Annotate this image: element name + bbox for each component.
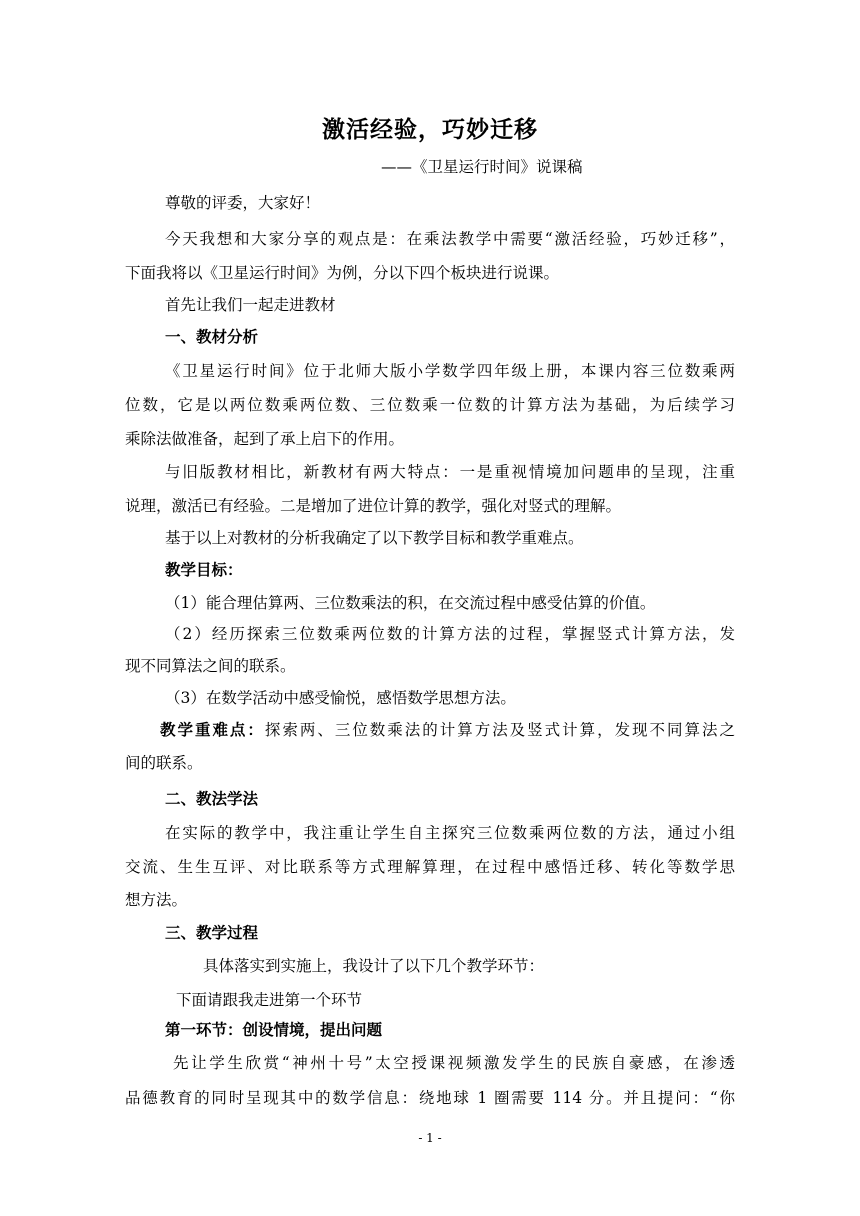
goal-2-line-1: （2）经历探索三位数乘两位数的计算方法的过程，掌握竖式计算方法，发 [165, 625, 735, 643]
section-3-heading: 三、教学过程 [165, 924, 259, 942]
section-2-p1-line-2: 交流、生生互评、对比联系等方式理解算理，在过程中感悟迁移、转化等数学思 [125, 858, 735, 876]
section-2-p1-line-1: 在实际的教学中，我注重让学生自主探究三位数乘两位数的方法，通过小组 [165, 824, 735, 842]
document-title: 激活经验，巧妙迁移 [322, 117, 538, 143]
section-1-p1-line-2: 位数，它是以两位数乘两位数、三位数乘一位数的计算方法为基础，为后续学习 [125, 396, 735, 414]
section-3-p2: 下面请跟我走进第一个环节 [176, 991, 363, 1009]
page-number: - 1 - [418, 1131, 442, 1145]
section-3-p1: 具体落实到实施上，我设计了以下几个教学环节： [203, 957, 545, 975]
section-1-p3: 基于以上对教材的分析我确定了以下教学目标和教学重难点。 [165, 529, 584, 547]
teaching-goals-label: 教学目标： [165, 561, 243, 579]
greeting: 尊敬的评委，大家好！ [165, 194, 321, 212]
key-points-line-2: 间的联系。 [125, 754, 203, 772]
goal-2-line-2: 现不同算法之间的联系。 [125, 657, 296, 675]
section-1-heading: 一、教材分析 [165, 328, 259, 346]
key-points-line-1 [160, 719, 735, 741]
key-points-text: 探索两、三位数乘法的计算方法及竖式计算，发现不同算法之 [264, 721, 735, 739]
section-2-heading: 二、教法学法 [165, 790, 259, 808]
section-3-p3-line-2: 品德教育的同时呈现其中的数学信息：绕地球 1 圈需要 114 分。并且提问：“你 [125, 1089, 735, 1107]
section-2-p1-line-3: 想方法。 [125, 891, 188, 909]
step-1-heading: 第一环节：创设情境，提出问题 [165, 1021, 383, 1039]
goal-1: （1）能合理估算两、三位数乘法的积，在交流过程中感受估算的价值。 [165, 594, 656, 612]
key-points-label: 教学重难点： [160, 721, 265, 739]
document-subtitle: ——《卫星运行时间》说课稿 [381, 158, 583, 176]
goal-3: （3）在数学活动中感受愉悦，感悟数学思想方法。 [165, 689, 516, 707]
section-1-p1-line-1: 《卫星运行时间》位于北师大版小学数学四年级上册，本课内容三位数乘两 [165, 362, 735, 380]
section-1-p2-line-1: 与旧版教材相比，新教材有两大特点：一是重视情境加问题串的呈现，注重 [165, 463, 735, 481]
section-1-p1-line-3: 乘除法做准备，起到了承上启下的作用。 [125, 430, 405, 448]
section-3-p3-line-1: 先让学生欣赏“神州十号”太空授课视频激发学生的民族自豪感，在渗透 [173, 1054, 735, 1072]
intro-line-2: 下面我将以《卫星运行时间》为例，分以下四个板块进行说课。 [125, 264, 560, 282]
intro-line-1: 今天我想和大家分享的观点是：在乘法教学中需要“激活经验，巧妙迁移”， [165, 230, 735, 248]
section-1-p2-line-2: 说理，激活已有经验。二是增加了进位计算的教学，强化对竖式的理解。 [125, 497, 622, 515]
lead-in: 首先让我们一起走进教材 [165, 296, 336, 314]
